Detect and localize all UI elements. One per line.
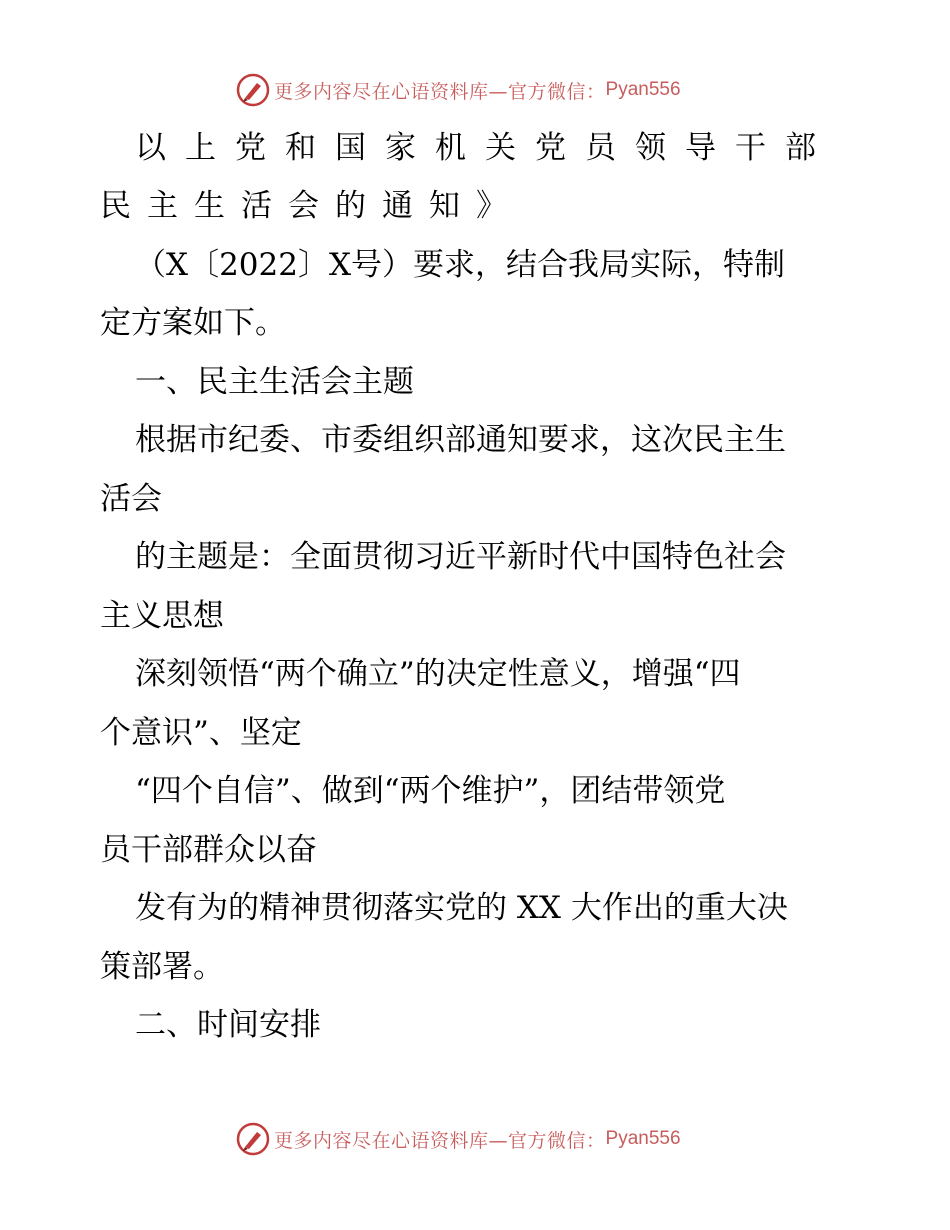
body-line: 发有为的精神贯彻落实党的 XX 大作出的重大决 [135,890,788,926]
body-line: “四个自信”、做到“两个维护”，团结带领党 [135,773,726,809]
watermark-wechat-id: Pyan556 [605,1128,681,1149]
pen-logo-icon [236,1122,270,1156]
watermark-text: 更多内容尽在心语资料库—官方微信： [274,80,606,103]
body-line: 主义思想 [100,598,224,634]
body-line: 民主生活会的通知》 [100,188,523,224]
section-heading: 二、时间安排 [135,1007,321,1043]
body-line: （X〔2022〕X号）要求，结合我局实际，特制 [135,247,786,283]
body-line: 个意识”、坚定 [100,715,302,751]
body-line: 活会 [100,481,162,517]
body-line: 的主题是：全面贯彻习近平新时代中国特色社会 [135,539,786,575]
body-line: 策部署。 [100,949,224,985]
body-line: 以上党和国家机关党员领导干部 [135,130,835,166]
header-watermark [236,72,681,108]
footer-watermark [236,1121,681,1157]
watermark-text: 更多内容尽在心语资料库—官方微信： [274,1129,606,1152]
body-line: 根据市纪委、市委组织部通知要求，这次民主生 [135,422,786,458]
body-line: 员干部群众以奋 [100,832,317,868]
body-line: 定方案如下。 [100,305,286,341]
body-line: 深刻领悟“两个确立”的决定性意义，增强“四 [135,656,741,692]
section-heading: 一、民主生活会主题 [135,364,414,400]
pen-logo-icon [236,73,270,107]
watermark-wechat-id: Pyan556 [605,79,681,100]
